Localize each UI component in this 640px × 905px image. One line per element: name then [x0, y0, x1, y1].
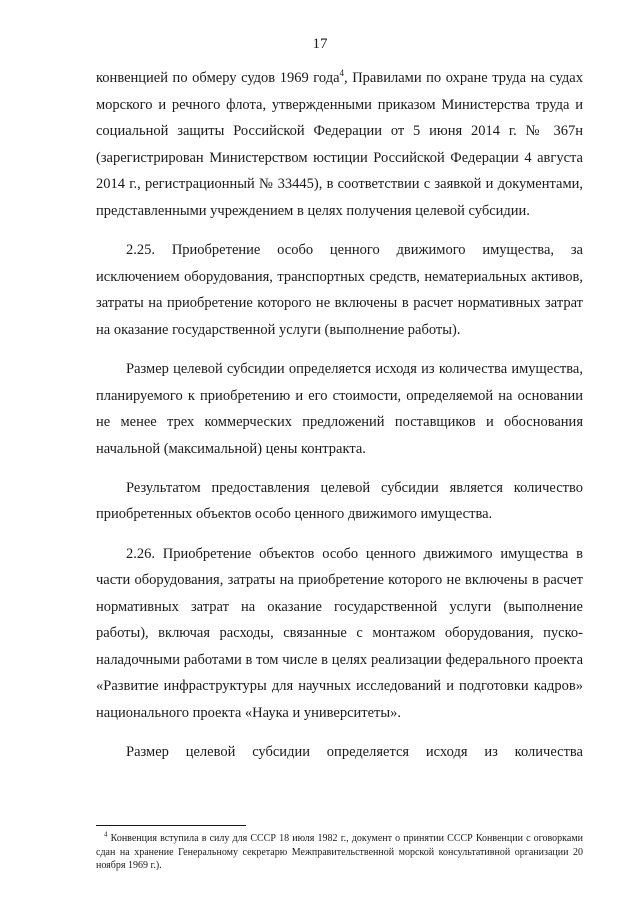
footnote-marker: 4	[104, 830, 108, 839]
body-text	[96, 65, 583, 766]
footnote-reference: 4	[339, 68, 345, 79]
paragraph-subsidy-result: Результатом предоставления целевой субсидии является количество приобретенных объектов особо ценного движимого имущества.	[96, 479, 583, 523]
paragraph-subsidy-size: Размер целевой субсидии определяется исходя из количества имущества, планируемого к приобретению и его стоимости, определяемой на основании не менее трех коммерческих предложений поставщиков и обоснования начальной (максимальной) цены контракта.	[96, 360, 583, 457]
paragraph-text: конвенцией по обмеру судов 1969 года	[96, 70, 340, 86]
footnote-divider	[96, 825, 246, 826]
footnote	[96, 832, 583, 873]
page-number: 17	[312, 36, 328, 52]
paragraph-text: , Правилами по охране труда на судах морского и речного флота, утвержденными приказом Министерства труда и социальной защиты Российской Федерации от 5 июня 2014 г. № 367н (зарегистрирован Министерством юстиции Российской Федерации 4 августа 2014 г., регистрационный № 33445), в соответствии с заявкой и документами, представленными учреждением в целях получения целевой субсидии.	[96, 70, 583, 219]
paragraph-continuation	[96, 65, 583, 225]
paragraph-2-26: 2.26. Приобретение объектов особо ценного движимого имущества в части оборудования, затраты на приобретение которого не включены в расчет нормативных затрат на оказание государственной услуги (выполнение работы), включая расходы, связанные с монтажом оборудования, пуско-наладочными работами в том числе в целях реализации федерального проекта «Развитие инфраструктуры для научных исследований и подготовки кадров» национального проекта «Наука и университеты».	[96, 545, 583, 722]
paragraph-2-25: 2.25. Приобретение особо ценного движимого имущества, за исключением оборудования, транспортных средств, нематериальных активов, затраты на приобретение которого не включены в расчет нормативных затрат на оказание государственной услуги (выполнение работы).	[96, 242, 583, 338]
footnote-text: Конвенция вступила в силу для СССР 18 июля 1982 г., документ о принятии СССР Конвенции с оговорками сдан на хранение Генеральному секретарю Межправительственной морской консультативной организации 20 ноября 1969 г.).	[96, 833, 583, 871]
paragraph-subsidy-size-continued: Размер целевой субсидии определяется исходя из количества	[126, 744, 583, 761]
